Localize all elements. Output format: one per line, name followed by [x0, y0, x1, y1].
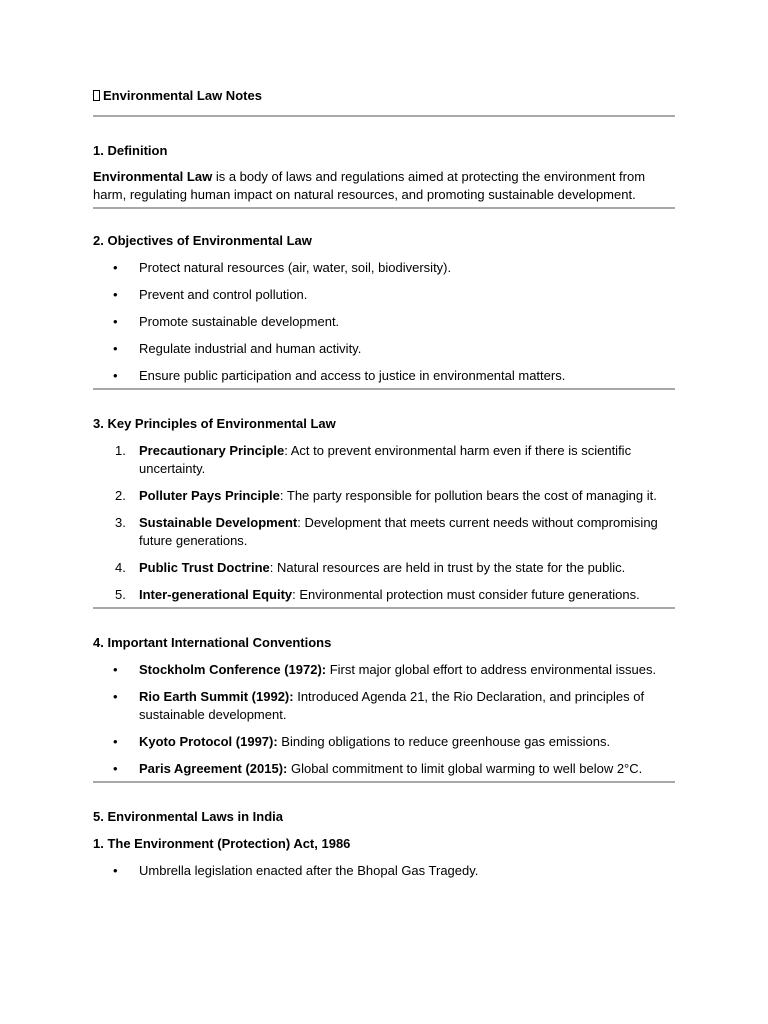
- list-item-text: Promote sustainable development.: [139, 314, 340, 329]
- list-item: [93, 286, 675, 304]
- principle-term: Precautionary Principle: [139, 443, 285, 458]
- section-heading-definition: 1. Definition: [93, 143, 168, 158]
- principle-text: : The party responsible for pollution bears the cost of managing it.: [279, 488, 657, 503]
- section-heading-conventions: 4. Important International Conventions: [93, 635, 332, 650]
- convention-term: Paris Agreement (2015):: [139, 761, 288, 776]
- divider: [93, 115, 675, 117]
- list-number: 1.: [115, 443, 126, 458]
- list-item: [93, 367, 675, 385]
- list-item: [93, 760, 675, 778]
- principles-list: [93, 442, 675, 604]
- bullet-icon: •: [113, 287, 118, 302]
- list-item-text: Umbrella legislation enacted after the Bhopal Gas Tragedy.: [139, 863, 479, 878]
- list-item: [93, 259, 675, 277]
- list-item-text: Prevent and control pollution.: [139, 287, 308, 302]
- list-item: [93, 733, 675, 751]
- divider: [93, 607, 675, 609]
- list-item: [93, 487, 675, 505]
- divider: [93, 388, 675, 390]
- bullet-icon: •: [113, 863, 118, 878]
- principle-term: Inter-generational Equity: [139, 587, 293, 602]
- list-item: [93, 688, 675, 724]
- convention-text: Global commitment to limit global warming to well below 2°C.: [287, 761, 643, 776]
- conventions-list: [93, 661, 675, 778]
- section-heading-india: 5. Environmental Laws in India: [93, 809, 283, 824]
- principle-text: : Natural resources are held in trust by the state for the public.: [269, 560, 626, 575]
- principle-text: : Environmental protection must consider future generations.: [292, 587, 640, 602]
- definition-term: Environmental Law: [93, 169, 213, 184]
- convention-text: First major global effort to address environmental issues.: [326, 662, 657, 677]
- list-item: [93, 586, 675, 604]
- list-item: [93, 514, 675, 550]
- section-heading-objectives: 2. Objectives of Environmental Law: [93, 233, 312, 248]
- divider: [93, 207, 675, 209]
- bullet-icon: •: [113, 314, 118, 329]
- document-title: [93, 86, 675, 106]
- list-item-text: Protect natural resources (air, water, soil, biodiversity).: [139, 260, 452, 275]
- list-item: [93, 661, 675, 679]
- convention-term: Rio Earth Summit (1992):: [139, 689, 294, 704]
- principle-term: Sustainable Development: [139, 515, 298, 530]
- bullet-icon: •: [113, 662, 118, 677]
- bullet-icon: •: [113, 761, 118, 776]
- bullet-icon: •: [113, 368, 118, 383]
- subsection-heading-environment-protection-act: 1. The Environment (Protection) Act, 1986: [93, 836, 351, 851]
- list-number: 3.: [115, 515, 126, 530]
- section-heading-principles: 3. Key Principles of Environmental Law: [93, 416, 336, 431]
- principle-text: : Development that meets current needs without compromising future generations.: [139, 515, 658, 548]
- bullet-icon: •: [113, 260, 118, 275]
- list-number: 2.: [115, 488, 126, 503]
- list-item-text: Regulate industrial and human activity.: [139, 341, 362, 356]
- convention-text: Introduced Agenda 21, the Rio Declaration, and principles of sustainable development.: [139, 689, 645, 722]
- list-item: [93, 559, 675, 577]
- missing-glyph-icon: [93, 90, 100, 101]
- definition-paragraph: [93, 168, 675, 204]
- convention-term: Kyoto Protocol (1997):: [139, 734, 278, 749]
- definition-text: is a body of laws and regulations aimed at protecting the environment from harm, regulating human impact on natural resources, and promoting sustainable development.: [93, 169, 646, 202]
- document-title-text: Environmental Law Notes: [103, 88, 262, 103]
- divider: [93, 781, 675, 783]
- list-number: 4.: [115, 560, 126, 575]
- bullet-icon: •: [113, 341, 118, 356]
- india-act-list: [93, 862, 675, 880]
- list-item: [93, 862, 675, 880]
- principle-term: Polluter Pays Principle: [139, 488, 280, 503]
- list-item: [93, 313, 675, 331]
- list-item-text: Ensure public participation and access to justice in environmental matters.: [139, 368, 566, 383]
- principle-text: : Act to prevent environmental harm even if there is scientific uncertainty.: [139, 443, 632, 476]
- convention-term: Stockholm Conference (1972):: [139, 662, 327, 677]
- convention-text: Binding obligations to reduce greenhouse gas emissions.: [277, 734, 611, 749]
- objectives-list: [93, 259, 675, 385]
- list-item: [93, 442, 675, 478]
- bullet-icon: •: [113, 734, 118, 749]
- list-item: [93, 340, 675, 358]
- document-content: [93, 86, 675, 880]
- list-number: 5.: [115, 587, 126, 602]
- bullet-icon: •: [113, 689, 118, 704]
- principle-term: Public Trust Doctrine: [139, 560, 270, 575]
